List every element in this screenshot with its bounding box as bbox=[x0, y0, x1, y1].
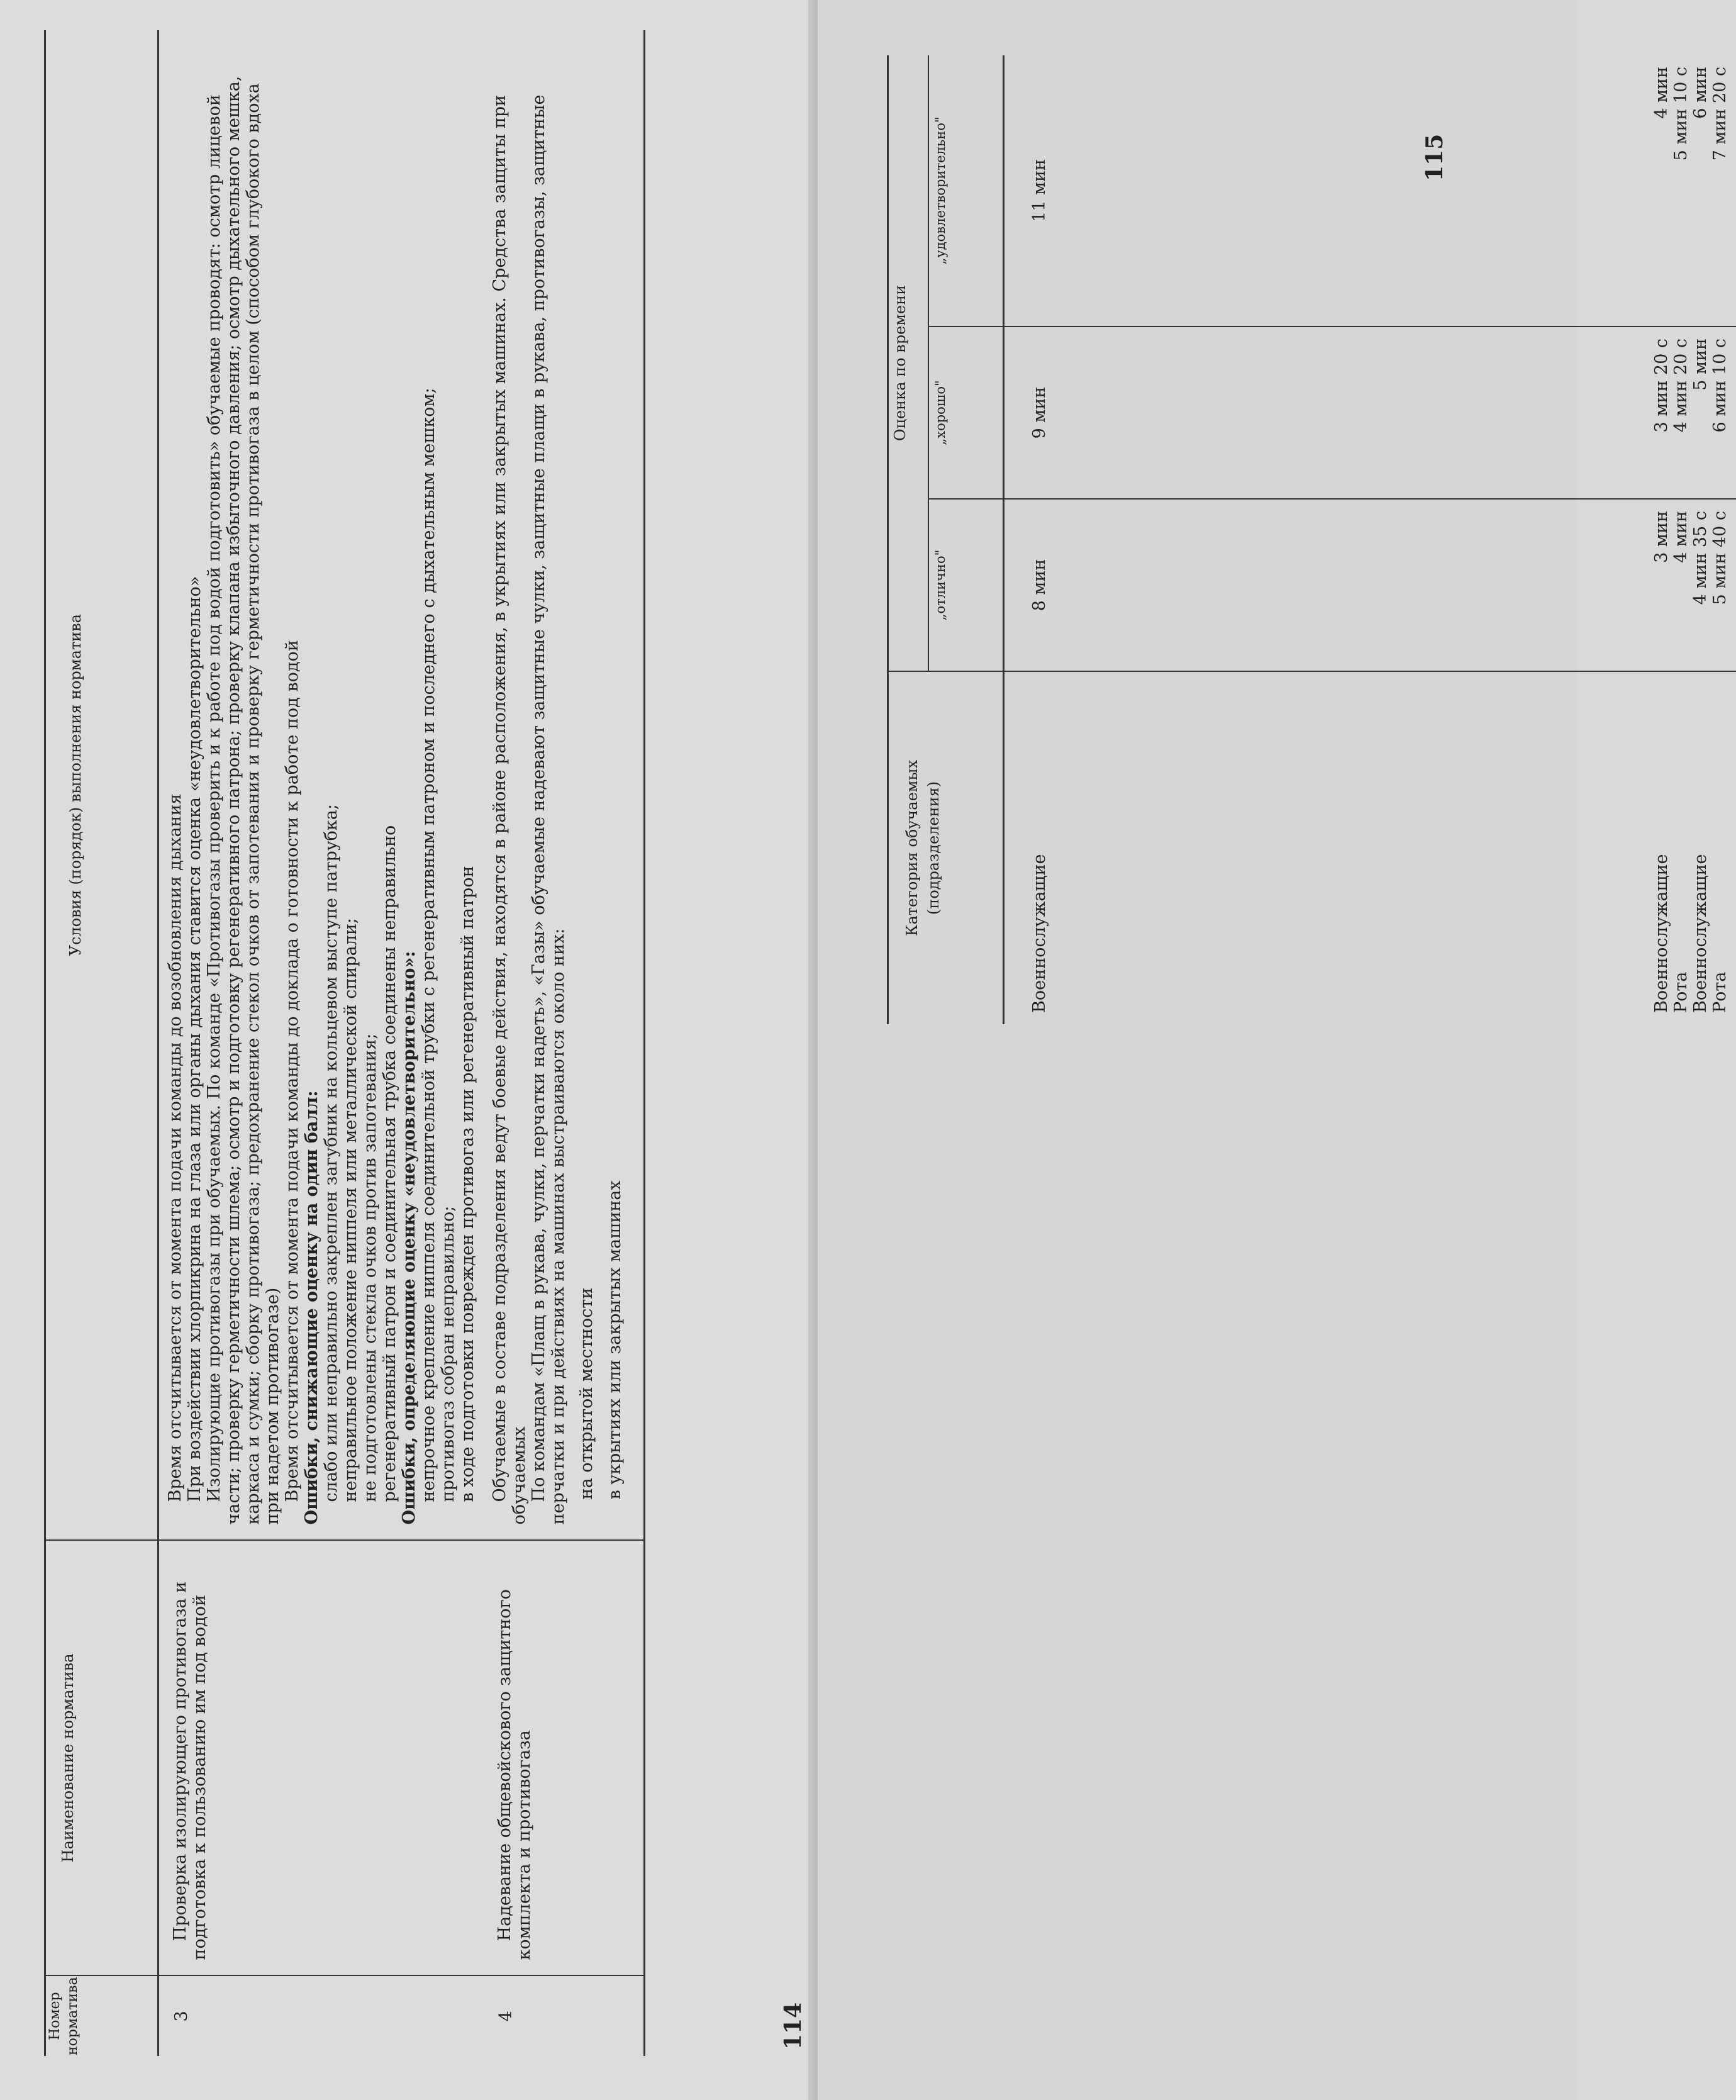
eval-good bbox=[1645, 327, 1736, 499]
row-number: 4 bbox=[484, 1975, 645, 2056]
eval-value-good: 5 мин bbox=[1690, 338, 1710, 391]
eval-excellent bbox=[1004, 499, 1645, 671]
condition-paragraph: регенеративный патрон и соединительная трубка соединены неправильно bbox=[380, 825, 399, 1502]
header-conditions: Условия (порядок) выполнения норматива bbox=[67, 614, 84, 956]
eval-category bbox=[1645, 671, 1736, 1024]
table-row-3 bbox=[159, 30, 484, 2056]
eval-value-good: 4 мин 20 с bbox=[1671, 338, 1691, 433]
right-page bbox=[818, 0, 1730, 2100]
header-excellent: „отлично" bbox=[928, 499, 1004, 671]
conditions-list bbox=[165, 45, 477, 1524]
eval-good bbox=[1004, 327, 1645, 499]
header-name: Наименование норматива bbox=[45, 1540, 159, 1975]
table-row-4 bbox=[484, 30, 645, 2056]
header-number: Номер норматива bbox=[45, 1975, 159, 2056]
eval-excellent bbox=[1645, 499, 1736, 671]
eval-value-satisfactory: 7 мин 20 с bbox=[1710, 67, 1730, 161]
header-good: „хорошо" bbox=[928, 327, 1004, 499]
condition-paragraph: Ошибки, снижающие оценку на один балл: bbox=[302, 1090, 321, 1525]
eval-row-3 bbox=[1004, 55, 1645, 1024]
eval-value-excellent: 4 мин bbox=[1671, 511, 1691, 563]
condition-paragraph: Время отсчитывается от момента подачи команды до доклада о готовности к работе под водой bbox=[282, 640, 302, 1502]
eval-value-category: Военнослужащие bbox=[1651, 854, 1671, 1013]
eval-value-good: 3 мин 20 с bbox=[1651, 338, 1671, 433]
eval-value-good: 9 мин bbox=[1030, 386, 1049, 439]
row-number: 3 bbox=[159, 1975, 484, 2056]
row-conditions bbox=[484, 30, 645, 1540]
row-conditions bbox=[159, 30, 484, 1540]
condition-paragraph: в укрытиях или закрытых машинах bbox=[605, 1180, 625, 1500]
condition-paragraph: непрочное крепление ниппеля соединительной трубки с регенеративным патроном и последнего с дыхательным мешком; bbox=[419, 388, 438, 1502]
condition-paragraph: При воздействии хлорпикрина на глаза или органы дыхания ставится оценка «неудовлетворительно» bbox=[185, 576, 204, 1502]
eval-value-good: 6 мин 10 с bbox=[1710, 338, 1730, 433]
condition-paragraph: Изолирующие противогазы при обучаемых. По команде «Противогазы проверить и к работе под водой подготовить» обучаемые проводят: осмотр лицевой части; проверку герметичности шлема; осмотр и подготовку регенеративного патрона; проверку клапана избыточного давления; осмотр дыхательного мешка, каркаса и сумки; сборку противогаза; предохранение стекол очков от запотевания и проверку герметичности противогаза в целом (способом глубокого вдоха при надетом противогазе) bbox=[204, 75, 282, 1525]
standards-table-left bbox=[44, 30, 645, 2056]
eval-value-satisfactory: 6 мин bbox=[1690, 67, 1710, 119]
eval-value-category: Рота bbox=[1710, 971, 1730, 1013]
page-number-right: 115 bbox=[1422, 133, 1448, 181]
eval-satisfactory bbox=[1004, 55, 1645, 327]
condition-paragraph: По командам «Плащ в рукава, чулки, перчатки надеть», «Газы» обучаемые надевают защитные чулки, защитные плащи в рукава, противогазы, защитные перчатки и при действиях на машинах выстраиваются около них: bbox=[529, 94, 568, 1525]
right-page-rotated bbox=[818, 0, 1730, 2100]
eval-value-excellent: 4 мин 35 с bbox=[1690, 511, 1710, 605]
row-name: Надевание общевойскового защитного комплекта и противогаза bbox=[484, 1540, 645, 1975]
eval-value-excellent: 8 мин bbox=[1030, 559, 1049, 612]
eval-value-satisfactory: 4 мин bbox=[1651, 67, 1671, 119]
eval-value-excellent: 5 мин 40 с bbox=[1710, 511, 1730, 605]
condition-paragraph: противогаз собран неправильно; bbox=[438, 1205, 458, 1502]
evaluation-table-right bbox=[887, 55, 1736, 1024]
conditions-list bbox=[490, 45, 625, 1524]
eval-value-satisfactory: 5 мин 10 с bbox=[1671, 67, 1691, 161]
page-number-left: 114 bbox=[780, 2002, 806, 2050]
eval-value-category: Рота bbox=[1671, 971, 1691, 1013]
eval-satisfactory bbox=[1645, 55, 1736, 327]
table-header-row bbox=[45, 30, 159, 2056]
left-page bbox=[0, 0, 818, 2100]
header-satisfactory: „удовлетворительно" bbox=[933, 116, 948, 265]
eval-row-4 bbox=[1645, 55, 1736, 1024]
condition-paragraph: слабо или неправильно закреплен загубник на кольцевом выступе патрубка; bbox=[321, 804, 341, 1502]
condition-paragraph: в ходе подготовки поврежден противогаз или регенеративный патрон bbox=[458, 866, 477, 1502]
condition-paragraph: на открытой местности bbox=[577, 1287, 596, 1500]
condition-paragraph: неправильное положение ниппеля или металлической спирали; bbox=[341, 918, 360, 1502]
row-name: Проверка изолирующего противогаза и подготовка к пользованию им под водой bbox=[159, 1540, 484, 1975]
condition-paragraph: не подготовлены стекла очков против запотевания; bbox=[360, 1033, 380, 1502]
eval-value-category: Военнослужащие bbox=[1030, 854, 1049, 1013]
condition-paragraph: Время отсчитывается от момента подачи команды до возобновления дыхания bbox=[165, 793, 185, 1502]
condition-paragraph: Обучаемые в составе подразделения ведут боевые действия, находятся в районе расположения, в укрытиях или закрытых машинах. Средства защиты при обучаемых bbox=[490, 94, 529, 1525]
header-category: Категория обучаемых (подразделения) bbox=[888, 671, 1004, 1024]
eval-category bbox=[1004, 671, 1645, 1024]
eval-value-category: Военнослужащие bbox=[1690, 854, 1710, 1013]
condition-paragraph: Ошибки, определяющие оценку «неудовлетворительно»: bbox=[399, 951, 419, 1525]
table-header-row-1 bbox=[888, 55, 929, 1024]
header-time-group: Оценка по времени bbox=[888, 55, 929, 671]
eval-value-satisfactory: 11 мин bbox=[1030, 159, 1049, 222]
eval-value-excellent: 3 мин bbox=[1651, 511, 1671, 563]
left-page-rotated bbox=[0, 0, 818, 2100]
